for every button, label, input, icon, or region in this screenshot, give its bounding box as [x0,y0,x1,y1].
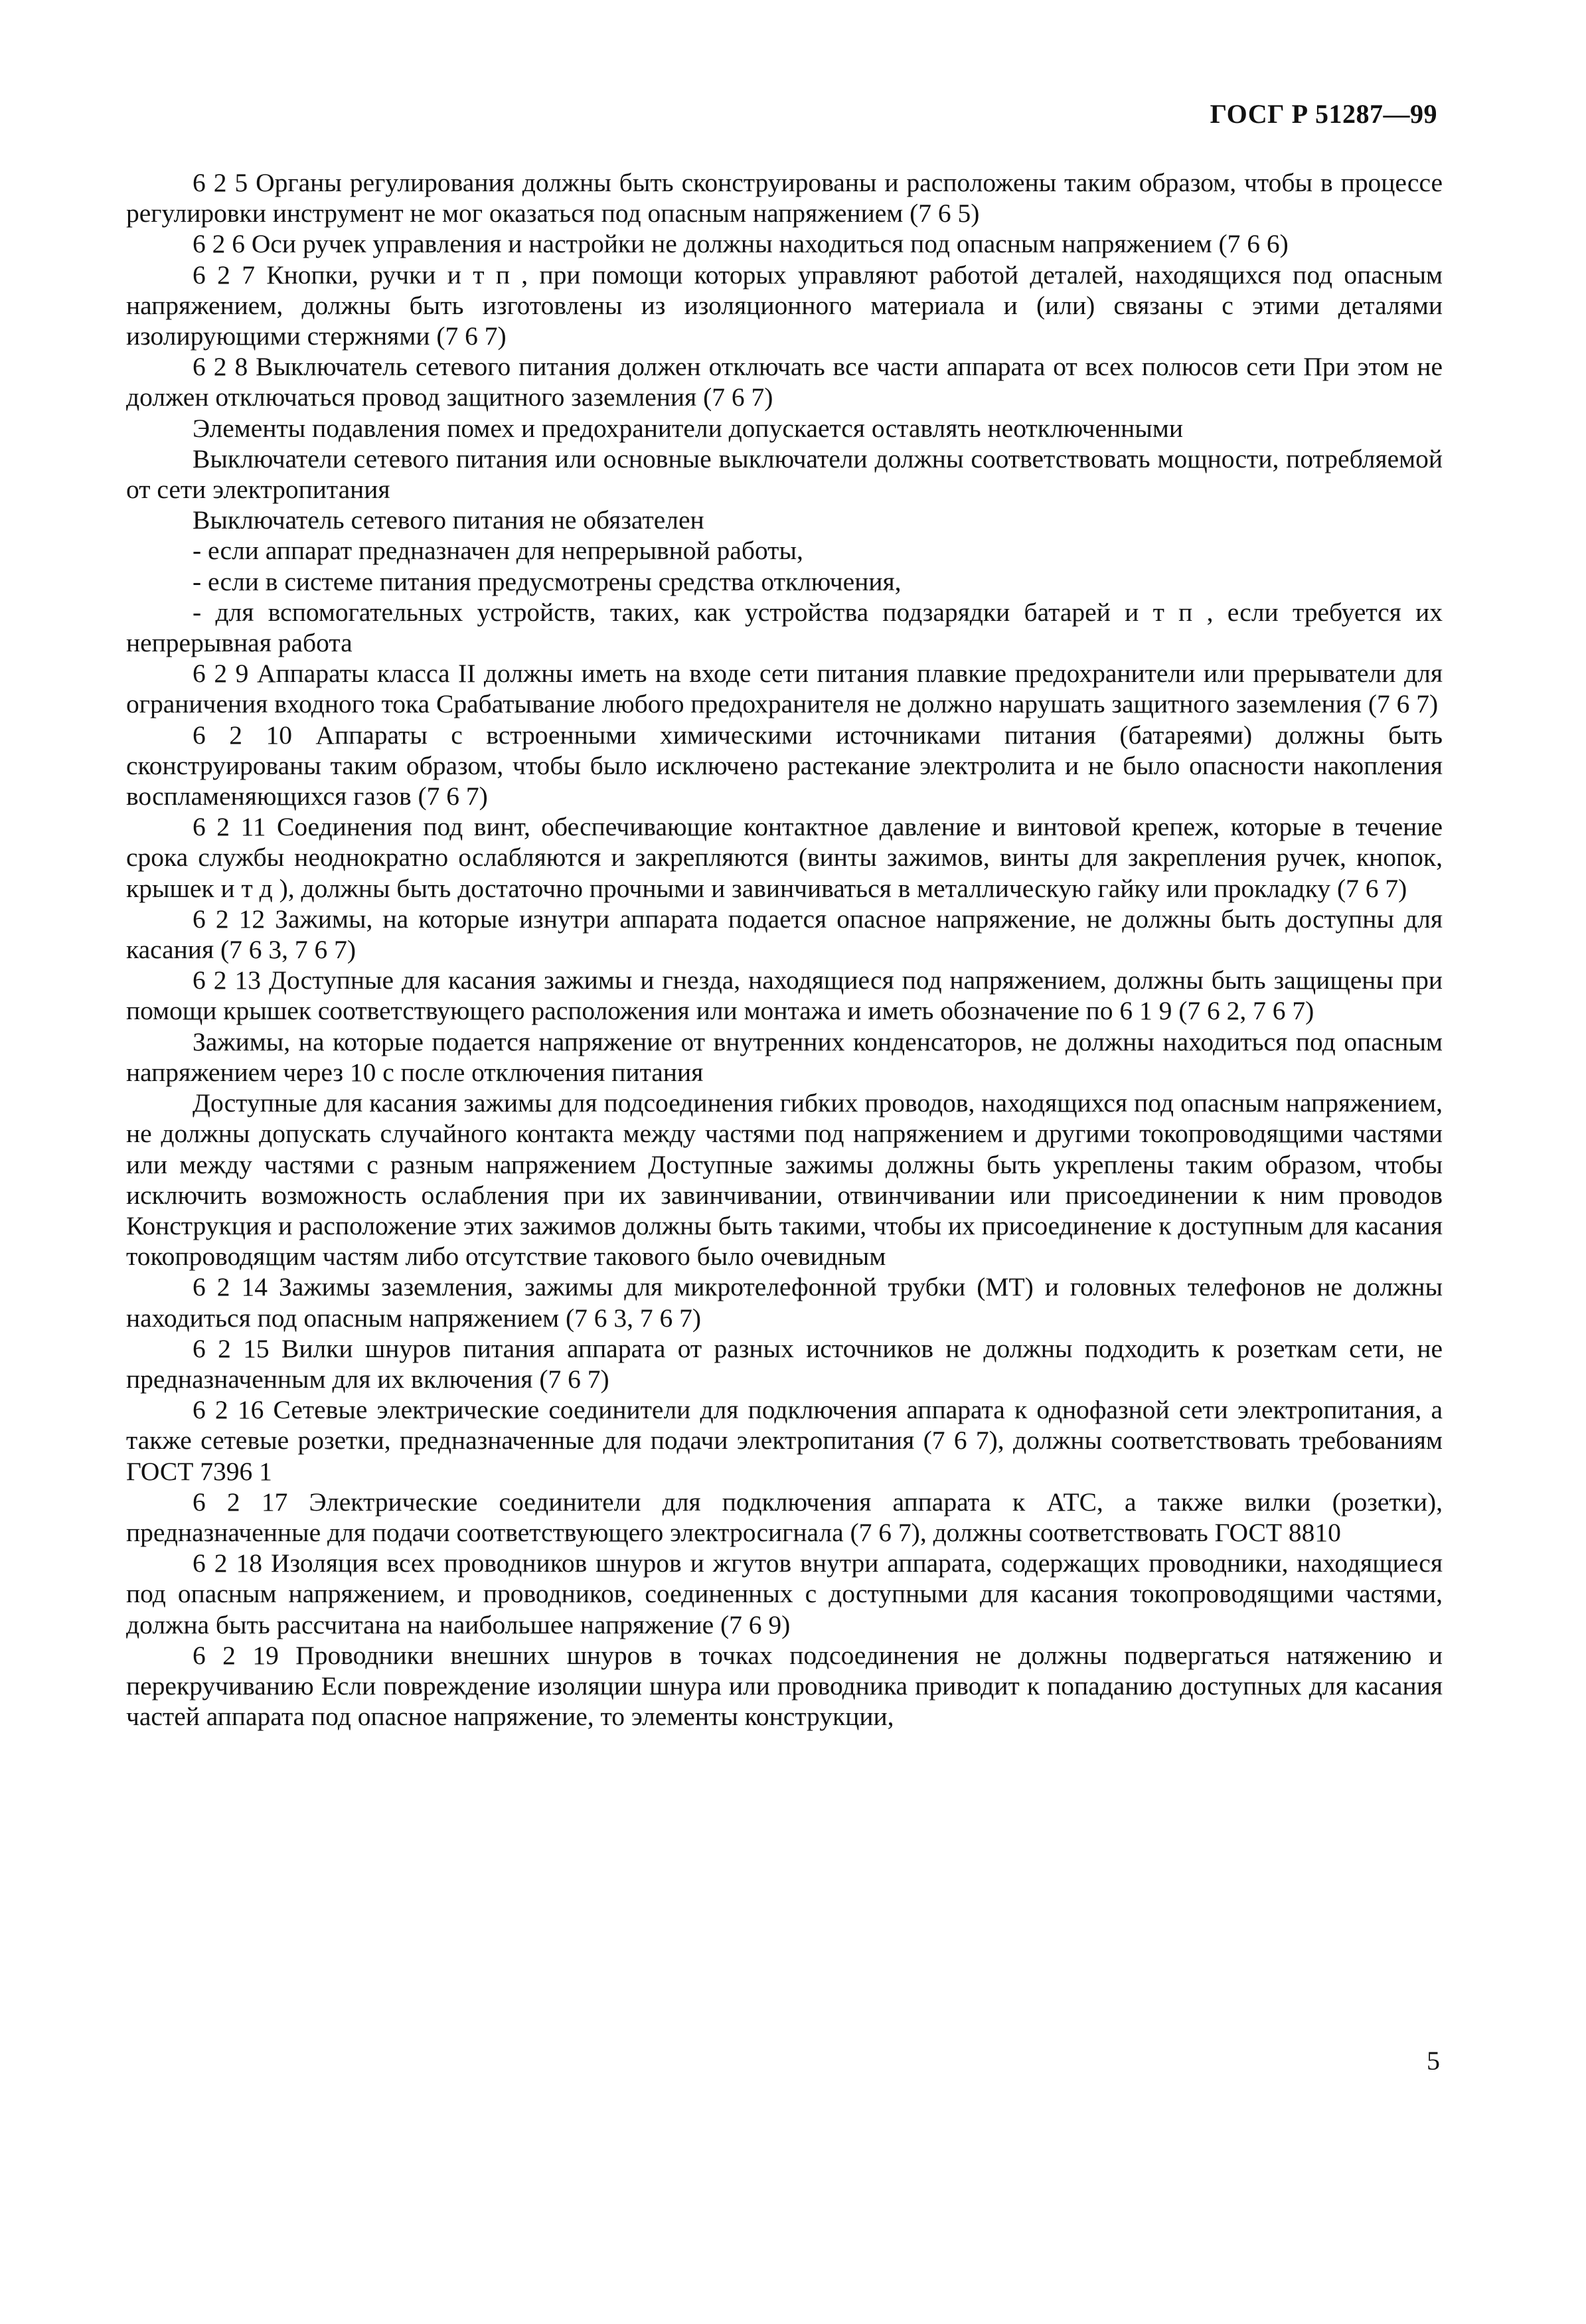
paragraph: 6 2 6 Оси ручек управления и настройки не должны находиться под опасным напряжением (7 6 6) [193,229,1289,259]
paragraph: 6 2 15 Вилки шнуров питания аппарата от разных источников не должны подходить к розеткам сети, не предназначенным для их включения (7 6 7) [126,1333,1443,1394]
paragraph: 6 2 10 Аппараты с встроенными химическими источниками питания (батареями) должны быть сконструированы таким образом, чтобы было исключено растекание электролита и не было опасности накопления воспламеняющихся газов (7 6 7) [126,720,1443,811]
page-number: 5 [1427,2046,1440,2076]
paragraph: 6 2 16 Сетевые электрические соединители для подключения аппарата к однофазной сети электропитания, а также сетевые розетки, предназначенные для подачи электропитания (7 6 7), должны соответствовать требованиям ГОСТ 7396 1 [126,1395,1443,1486]
document-header: ГОСГ Р 51287—99 [1210,99,1437,129]
paragraph: 6 2 19 Проводники внешних шнуров в точках подсоединения не должны подвергаться натяжению и перекручиванию Если повреждение изоляции шнура или проводника приводит к попаданию доступных для касания частей аппарата под опасное напряжение, то элементы конструкции, [126,1640,1443,1732]
paragraph: 6 2 17 Электрические соединители для подключения аппарата к АТС, а также вилки (розетки), предназначенные для подачи соответствующего электросигнала (7 6 7), должны соответствовать ГОСТ 8810 [126,1487,1443,1547]
paragraph: 6 2 8 Выключатель сетевого питания должен отключать все части аппарата от всех полюсов сети При этом не должен отключаться провод защитного заземления (7 6 7) [126,352,1443,412]
paragraph: Выключатель сетевого питания не обязателен [193,505,704,535]
paragraph: 6 2 7 Кнопки, ручки и т п , при помощи которых управляют работой деталей, находящихся под опасным напряжением, должны быть изготовлены из изоляционного материала и (или) связаны с этими деталями изолирующими стержнями (7 6 7) [126,260,1443,351]
paragraph: 6 2 12 Зажимы, на которые изнутри аппарата подается опасное напряжение, не должны быть доступны для касания (7 6 3, 7 6 7) [126,904,1443,965]
paragraph: Доступные для касания зажимы для подсоединения гибких проводов, находящихся под опасным напряжением, не должны допускать случайного контакта между частями под напряжением и другими токопроводящими частями или между частями с разным напряжением Доступные зажимы должны быть укреплены таким образом, чтобы исключить возможность ослабления при их завинчивании, отвинчивании или присоединении к ним проводов Конструкция и расположение этих зажимов должны быть такими, чтобы их присоединение к доступным для касания токопроводящим частям либо отсутствие такового было очевидным [126,1088,1443,1272]
paragraph: Зажимы, на которые подается напряжение от внутренних конденсаторов, не должны находиться под опасным напряжением через 10 с после отключения питания [126,1027,1443,1087]
list-item: - если аппарат предназначен для непрерывной работы, [193,536,803,566]
paragraph: 6 2 11 Соединения под винт, обеспечивающие контактное давление и винтовой крепеж, которые в течение срока службы неоднократно ослабляются и закрепляются (винты зажимов, винты для закрепления ручек, кнопок, крышек и т д ), должны быть достаточно прочными и завинчиваться в металлическую гайку или прокладку (7 6 7) [126,812,1443,903]
paragraph: Элементы подавления помех и предохранители допускается оставлять неотключенными [193,413,1183,443]
list-item: - для вспомогательных устройств, таких, как устройства подзарядки батарей и т п , если требуется их непрерывная работа [126,597,1443,658]
paragraph: 6 2 9 Аппараты класса II должны иметь на входе сети питания плавкие предохранители или прерыватели для ограничения входного тока Срабатывание любого предохранителя не должно нарушать защитного заземления (7 6 7) [126,659,1443,719]
list-item: - если в системе питания предусмотрены средства отключения, [193,566,902,596]
paragraph: 6 2 13 Доступные для касания зажимы и гнезда, находящиеся под напряжением, должны быть защищены при помощи крышек соответствующего расположения или монтажа и иметь обозначение по 6 1 9 (7 6 2, 7 6 7) [126,965,1443,1026]
paragraph: 6 2 5 Органы регулирования должны быть сконструированы и расположены таким образом, чтобы в процессе регулировки инструмент не мог оказаться под опасным напряжением (7 6 5) [126,168,1443,228]
paragraph: 6 2 14 Зажимы заземления, зажимы для микротелефонной трубки (МТ) и головных телефонов не должны находиться под опасным напряжением (7 6 3, 7 6 7) [126,1272,1443,1333]
paragraph: 6 2 18 Изоляция всех проводников шнуров и жгутов внутри аппарата, содержащих проводники, находящиеся под опасным напряжением, и проводников, соединенных с доступными для касания токопроводящими частями, должна быть рассчитана на наибольшее напряжение (7 6 9) [126,1548,1443,1639]
paragraph: Выключатели сетевого питания или основные выключатели должны соответствовать мощности, потребляемой от сети электропитания [126,444,1443,505]
body-text [126,167,1443,1732]
